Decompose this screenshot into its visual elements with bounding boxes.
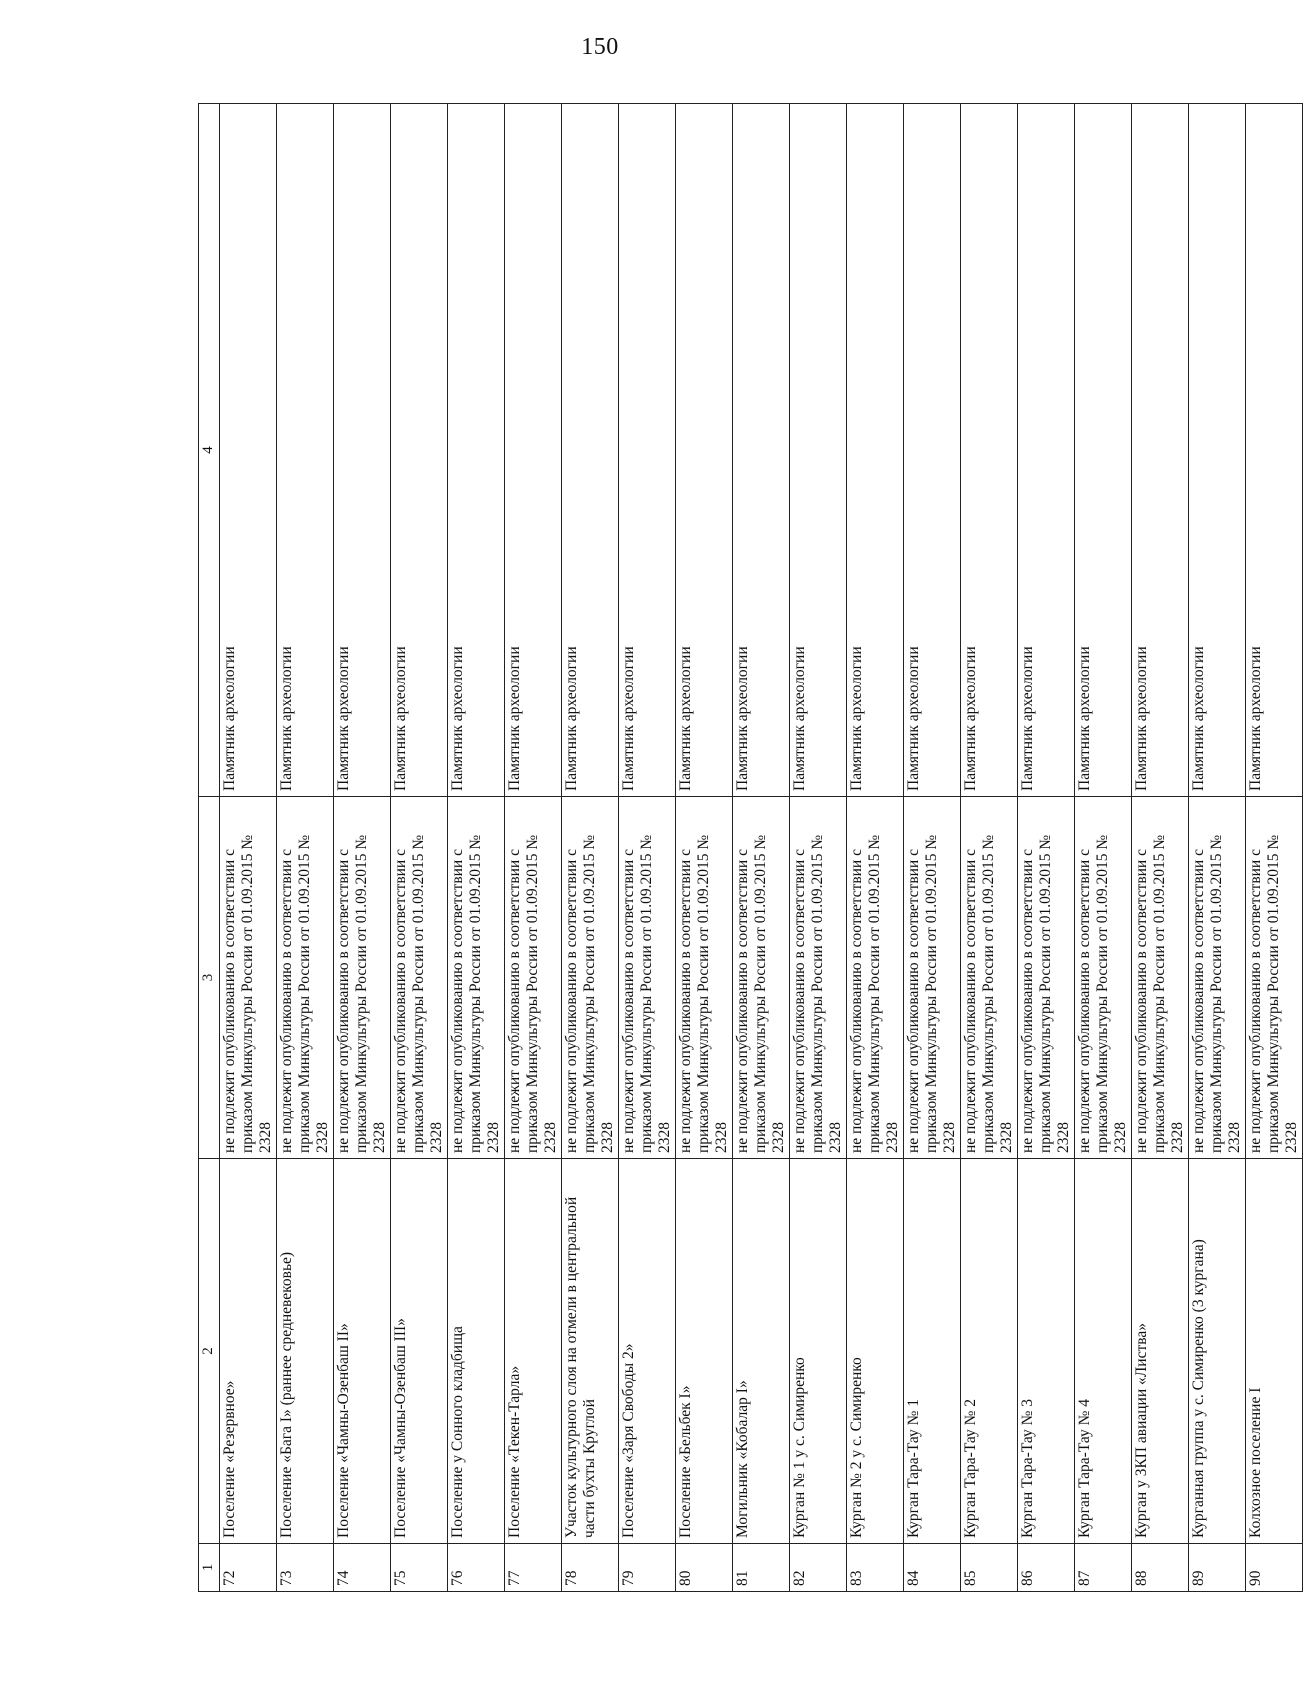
object-category-cell: Памятник археологии <box>334 104 391 797</box>
object-category-cell: Памятник археологии <box>277 104 334 797</box>
publication-status-cell: не подлежит опубликованию в соответствии с приказом Минкультуры России от 01.09.2015 № 2328 <box>448 797 505 1159</box>
publication-status-cell: не подлежит опубликованию в соответствии с приказом Минкультуры России от 01.09.2015 № 2328 <box>676 797 733 1159</box>
column-header-2: 2 <box>199 1159 220 1544</box>
page-number: 150 <box>581 34 619 60</box>
object-category-cell: Памятник археологии <box>1018 104 1075 797</box>
table-row <box>1132 104 1189 1592</box>
table-row <box>676 104 733 1592</box>
object-category-cell: Памятник археологии <box>847 104 904 797</box>
object-name-cell: Поселение «Резервное» <box>220 1159 277 1544</box>
row-number-cell: 79 <box>619 1544 676 1592</box>
row-number-cell: 89 <box>1189 1544 1246 1592</box>
object-name-cell: Поселение «Бельбек I» <box>676 1159 733 1544</box>
table-row <box>961 104 1018 1592</box>
row-number-cell: 78 <box>562 1544 619 1592</box>
object-category-cell: Памятник археологии <box>790 104 847 797</box>
object-category-cell: Памятник археологии <box>1189 104 1246 797</box>
table-row <box>904 104 961 1592</box>
object-category-cell: Памятник археологии <box>1075 104 1132 797</box>
table-row <box>1075 104 1132 1592</box>
table-row <box>220 104 277 1592</box>
table-row <box>1189 104 1246 1592</box>
row-number-cell: 84 <box>904 1544 961 1592</box>
object-name-cell: Курган Тара-Тау № 2 <box>961 1159 1018 1544</box>
table-row <box>619 104 676 1592</box>
publication-status-cell: не подлежит опубликованию в соответствии с приказом Минкультуры России от 01.09.2015 № 2328 <box>733 797 790 1159</box>
object-name-cell: Поселение «Бага I» (раннее средневековье) <box>277 1159 334 1544</box>
object-category-cell: Памятник археологии <box>904 104 961 797</box>
row-number-cell: 88 <box>1132 1544 1189 1592</box>
row-number-cell: 74 <box>334 1544 391 1592</box>
object-name-cell: Могильник «Кобалар I» <box>733 1159 790 1544</box>
object-category-cell: Памятник археологии <box>733 104 790 797</box>
heritage-objects-table <box>198 103 1303 1592</box>
publication-status-cell: не подлежит опубликованию в соответствии с приказом Минкультуры России от 01.09.2015 № 2328 <box>505 797 562 1159</box>
column-header-3: 3 <box>199 797 220 1159</box>
object-name-cell: Поселение «Текен-Тарла» <box>505 1159 562 1544</box>
object-name-cell: Поселение у Сонного кладбища <box>448 1159 505 1544</box>
table-row <box>277 104 334 1592</box>
row-number-cell: 76 <box>448 1544 505 1592</box>
row-number-cell: 73 <box>277 1544 334 1592</box>
publication-status-cell: не подлежит опубликованию в соответствии с приказом Минкультуры России от 01.09.2015 № 2328 <box>790 797 847 1159</box>
publication-status-cell: не подлежит опубликованию в соответствии с приказом Минкультуры России от 01.09.2015 № 2328 <box>619 797 676 1159</box>
object-name-cell: Поселение «Заря Свободы 2» <box>619 1159 676 1544</box>
table-row <box>733 104 790 1592</box>
row-number-cell: 80 <box>676 1544 733 1592</box>
publication-status-cell: не подлежит опубликованию в соответствии с приказом Минкультуры России от 01.09.2015 № 2328 <box>961 797 1018 1159</box>
heritage-table-frame <box>198 104 1300 1592</box>
object-category-cell: Памятник археологии <box>676 104 733 797</box>
publication-status-cell: не подлежит опубликованию в соответствии с приказом Минкультуры России от 01.09.2015 № 2328 <box>391 797 448 1159</box>
table-header <box>199 104 220 1592</box>
object-category-cell: Памятник археологии <box>448 104 505 797</box>
row-number-cell: 87 <box>1075 1544 1132 1592</box>
publication-status-cell: не подлежит опубликованию в соответствии с приказом Минкультуры России от 01.09.2015 № 2328 <box>904 797 961 1159</box>
object-name-cell: Поселение «Чамны-Озенбаш III» <box>391 1159 448 1544</box>
table-row <box>391 104 448 1592</box>
publication-status-cell: не подлежит опубликованию в соответствии с приказом Минкультуры России от 01.09.2015 № 2328 <box>562 797 619 1159</box>
row-number-cell: 75 <box>391 1544 448 1592</box>
object-name-cell: Курган Тара-Тау № 1 <box>904 1159 961 1544</box>
row-number-cell: 86 <box>1018 1544 1075 1592</box>
column-header-1: 1 <box>199 1544 220 1592</box>
object-category-cell: Памятник археологии <box>961 104 1018 797</box>
object-name-cell: Колхозное поселение I <box>1246 1159 1303 1544</box>
publication-status-cell: не подлежит опубликованию в соответствии с приказом Минкультуры России от 01.09.2015 № 2328 <box>1189 797 1246 1159</box>
row-number-cell: 77 <box>505 1544 562 1592</box>
publication-status-cell: не подлежит опубликованию в соответствии с приказом Минкультуры России от 01.09.2015 № 2328 <box>1132 797 1189 1159</box>
publication-status-cell: не подлежит опубликованию в соответствии с приказом Минкультуры России от 01.09.2015 № 2328 <box>220 797 277 1159</box>
object-category-cell: Памятник археологии <box>1246 104 1303 797</box>
object-name-cell: Курган № 2 у с. Симиренко <box>847 1159 904 1544</box>
table-row <box>1246 104 1303 1592</box>
table-row <box>334 104 391 1592</box>
publication-status-cell: не подлежит опубликованию в соответствии с приказом Минкультуры России от 01.09.2015 № 2328 <box>1018 797 1075 1159</box>
table-row <box>847 104 904 1592</box>
row-number-cell: 82 <box>790 1544 847 1592</box>
publication-status-cell: не подлежит опубликованию в соответствии с приказом Минкультуры России от 01.09.2015 № 2328 <box>1246 797 1303 1159</box>
object-category-cell: Памятник археологии <box>220 104 277 797</box>
object-category-cell: Памятник археологии <box>562 104 619 797</box>
object-category-cell: Памятник археологии <box>619 104 676 797</box>
column-header-4: 4 <box>199 104 220 797</box>
object-category-cell: Памятник археологии <box>1132 104 1189 797</box>
row-number-cell: 81 <box>733 1544 790 1592</box>
table-row <box>505 104 562 1592</box>
row-number-cell: 83 <box>847 1544 904 1592</box>
row-number-cell: 72 <box>220 1544 277 1592</box>
object-category-cell: Памятник археологии <box>391 104 448 797</box>
table-header-row <box>199 104 220 1592</box>
object-name-cell: Курган № 1 у с. Симиренко <box>790 1159 847 1544</box>
object-name-cell: Курган Тара-Тау № 3 <box>1018 1159 1075 1544</box>
row-number-cell: 90 <box>1246 1544 1303 1592</box>
row-number-cell: 85 <box>961 1544 1018 1592</box>
publication-status-cell: не подлежит опубликованию в соответствии с приказом Минкультуры России от 01.09.2015 № 2328 <box>277 797 334 1159</box>
table-row <box>1018 104 1075 1592</box>
object-name-cell: Курганная группа у с. Симиренко (3 кургана) <box>1189 1159 1246 1544</box>
object-name-cell: Курган Тара-Тау № 4 <box>1075 1159 1132 1544</box>
table-body <box>220 104 1303 1592</box>
table-row <box>448 104 505 1592</box>
object-category-cell: Памятник археологии <box>505 104 562 797</box>
publication-status-cell: не подлежит опубликованию в соответствии с приказом Минкультуры России от 01.09.2015 № 2328 <box>1075 797 1132 1159</box>
table-row <box>562 104 619 1592</box>
table-row <box>790 104 847 1592</box>
publication-status-cell: не подлежит опубликованию в соответствии с приказом Минкультуры России от 01.09.2015 № 2328 <box>334 797 391 1159</box>
object-name-cell: Курган у ЗКП авиации «Листва» <box>1132 1159 1189 1544</box>
object-name-cell: Участок культурного слоя на отмели в центральной части бухты Круглой <box>562 1159 619 1544</box>
publication-status-cell: не подлежит опубликованию в соответствии с приказом Минкультуры России от 01.09.2015 № 2328 <box>847 797 904 1159</box>
object-name-cell: Поселение «Чамны-Озенбаш II» <box>334 1159 391 1544</box>
